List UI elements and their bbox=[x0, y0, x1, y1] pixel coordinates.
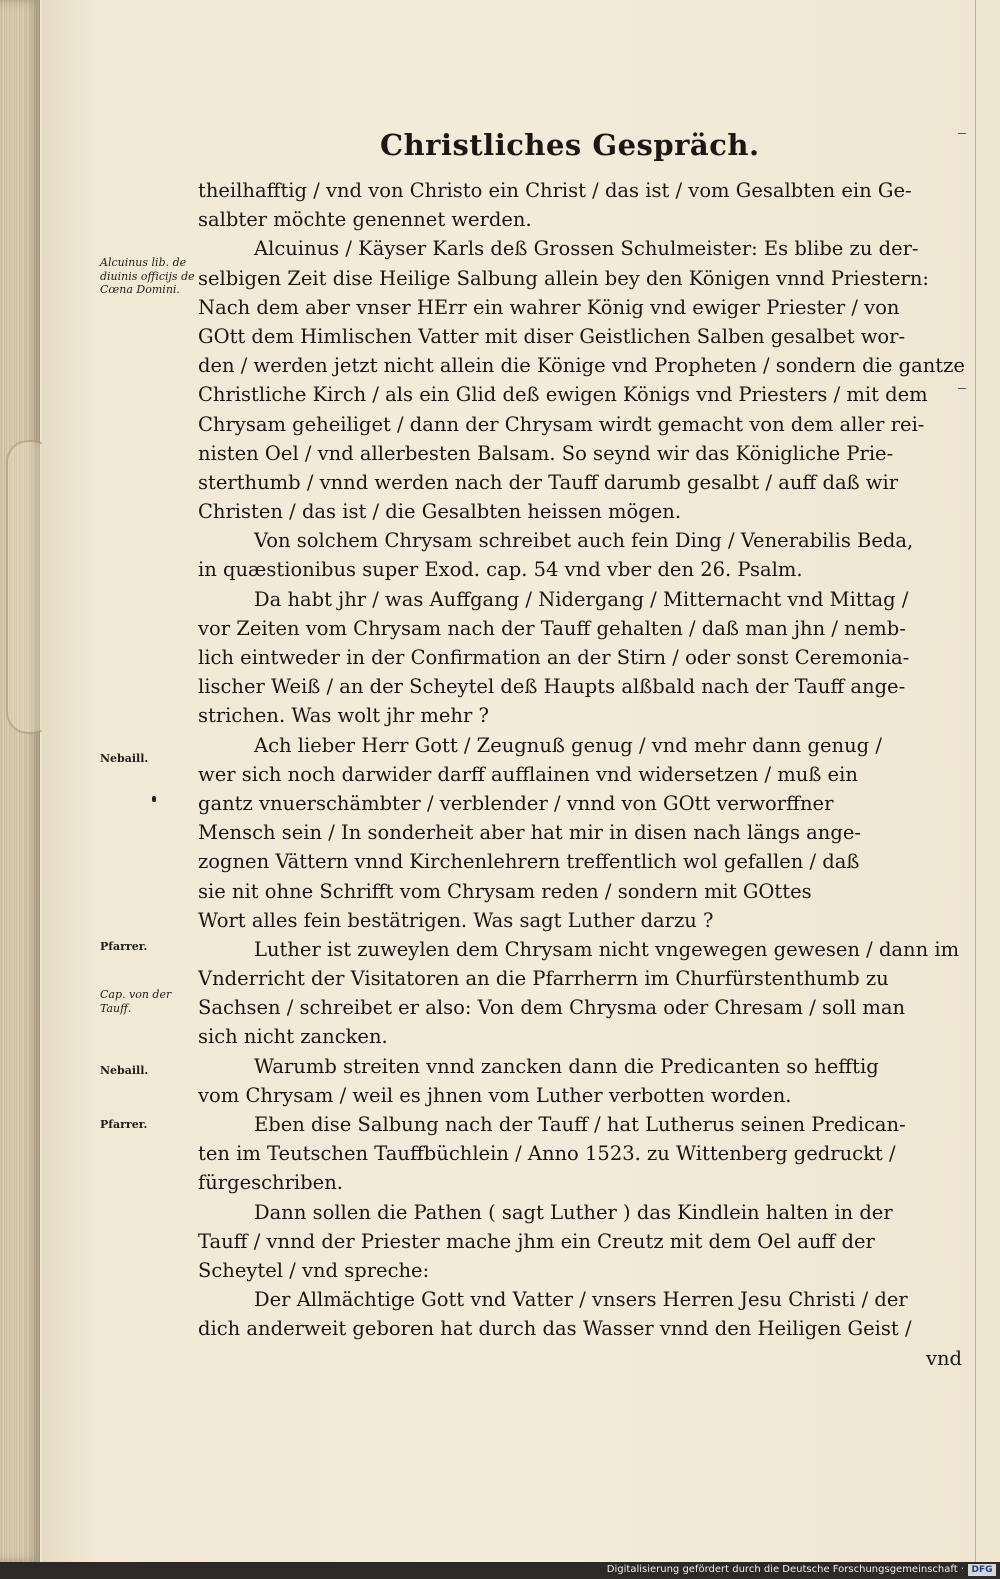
right-margin-rule bbox=[975, 0, 976, 1562]
text-line: GOtt dem Himlischen Vatter mit diser Geistlichen Salben gesalbet wor- bbox=[198, 324, 906, 348]
text-line: strichen. Was wolt jhr mehr ? bbox=[198, 704, 489, 728]
text-line: vom Chrysam / weil es jhnen vom Luther verbotten worden. bbox=[198, 1083, 792, 1107]
text-line: Mensch sein / In sonderheit aber hat mir in disen nach längs ange- bbox=[198, 821, 861, 845]
margin-note-citation: Alcuinus lib. de diuinis officijs de Cœna Domini. bbox=[100, 256, 195, 296]
margin-note-speaker: Pfarrer. bbox=[100, 1118, 148, 1131]
digitization-credit: Digitalisierung gefördert durch die Deutsche Forschungsgemeinschaft · bbox=[606, 1564, 964, 1575]
text-line: Luther ist zuweylen dem Chrysam nicht vngewegen gewesen / dann im bbox=[254, 937, 960, 961]
margin-note-citation: Cap. von der Tauff. bbox=[100, 988, 172, 1015]
margin-tick bbox=[958, 133, 966, 134]
text-line: Von solchem Chrysam schreibet auch fein Ding / Venerabilis Beda, bbox=[254, 529, 914, 553]
text-line: in quæstionibus super Exod. cap. 54 vnd vber den 26. Psalm. bbox=[198, 558, 803, 582]
text-line: nisten Oel / vnd allerbesten Balsam. So seynd wir das Königliche Prie- bbox=[198, 441, 894, 465]
text-line: selbigen Zeit dise Heilige Salbung allein bey den Königen vnnd Priestern: bbox=[198, 266, 929, 290]
text-line: lischer Weiß / an der Scheytel deß Haupts alßbald nach der Tauff ange- bbox=[198, 675, 906, 699]
running-title: Christliches Gespräch. bbox=[380, 128, 760, 162]
text-line: Eben dise Salbung nach der Tauff / hat Lutherus seinen Predican- bbox=[254, 1113, 906, 1136]
text-line: Christliche Kirch / als ein Glid deß ewigen Königs vnd Priesters / mit dem bbox=[198, 383, 928, 407]
text-line: Wort alles fein bestätrigen. Was sagt Luther darzu ? bbox=[198, 908, 714, 932]
text-line: Dann sollen die Pathen ( sagt Luther ) das Kindlein halten in der bbox=[254, 1200, 893, 1224]
text-line: Warumb streiten vnnd zancken dann die Predicanten so hefftig bbox=[254, 1054, 879, 1078]
text-line: sterthumb / vnnd werden nach der Tauff darumb gesalbt / auff daß wir bbox=[198, 470, 899, 494]
text-line: Nach dem aber vnser HErr ein wahrer König vnd ewiger Priester / von bbox=[198, 295, 900, 319]
text-line: Ach lieber Herr Gott / Zeugnuß genug / vnd mehr dann genug / bbox=[254, 733, 882, 757]
book-page-edge bbox=[0, 0, 40, 1562]
text-line: gantz vnuerschämbter / verblender / vnnd von GOtt verworffner bbox=[198, 791, 834, 815]
catchword: vnd bbox=[925, 1346, 962, 1370]
margin-note-speaker: Pfarrer. bbox=[100, 940, 148, 953]
text-line: Chrysam geheiliget / dann der Chrysam wirdt gemacht von dem aller rei- bbox=[198, 412, 925, 436]
text-line: Der Allmächtige Gott vnd Vatter / vnsers Herren Jesu Christi / der bbox=[254, 1288, 908, 1312]
text-line: Alcuinus / Käyser Karls deß Grossen Schulmeister: Es blibe zu der- bbox=[254, 237, 919, 261]
text-line: sich nicht zancken. bbox=[198, 1025, 388, 1049]
text-line: wer sich noch darwider darff aufflainen vnd widersetzen / muß ein bbox=[198, 762, 858, 786]
margin-mark bbox=[152, 796, 156, 802]
dfg-logo: DFG bbox=[968, 1564, 996, 1576]
text-line: dich anderweit geboren hat durch das Wasser vnnd den Heiligen Geist / bbox=[198, 1317, 912, 1341]
text-line: Vnderricht der Visitatoren an die Pfarrherrn im Churfürstenthumb zu bbox=[198, 967, 889, 991]
text-line: zognen Vättern vnnd Kirchenlehrern treffentlich wol gefallen / daß bbox=[198, 850, 860, 874]
text-line: fürgeschriben. bbox=[198, 1171, 343, 1195]
text-line: vor Zeiten vom Chrysam nach der Tauff gehalten / daß man jhn / nemb- bbox=[198, 616, 906, 640]
text-line: Da habt jhr / was Auffgang / Nidergang / Mitternacht vnd Mittag / bbox=[254, 587, 909, 611]
text-line: Sachsen / schreibet er also: Von dem Chrysma oder Chresam / soll man bbox=[198, 996, 906, 1020]
text-line: Scheytel / vnd spreche: bbox=[198, 1258, 430, 1282]
body-text bbox=[198, 176, 970, 1373]
text-line: ten im Teutschen Tauffbüchlein / Anno 1523. zu Wittenberg gedruckt / bbox=[198, 1142, 896, 1166]
text-line: theilhafftig / vnd von Christo ein Christ / das ist / vom Gesalbten ein Ge- bbox=[198, 179, 912, 202]
text-line: Christen / das ist / die Gesalbten heissen mögen. bbox=[198, 500, 682, 524]
text-line: Tauff / vnnd der Priester mache jhm ein Creutz mit dem Oel auff der bbox=[198, 1229, 875, 1253]
margin-note-speaker: Nebaill. bbox=[100, 752, 149, 765]
text-line: den / werden jetzt nicht allein die Könige vnd Propheten / sondern die gantze bbox=[198, 354, 965, 378]
text-line: sie nit ohne Schrifft vom Chrysam reden / sondern mit GOttes bbox=[198, 879, 812, 903]
margin-note-speaker: Nebaill. bbox=[100, 1064, 149, 1077]
text-line: lich eintweder in der Confirmation an der Stirn / oder sonst Ceremonia- bbox=[198, 646, 910, 669]
text-line: salbter möchte genennet werden. bbox=[198, 208, 532, 232]
